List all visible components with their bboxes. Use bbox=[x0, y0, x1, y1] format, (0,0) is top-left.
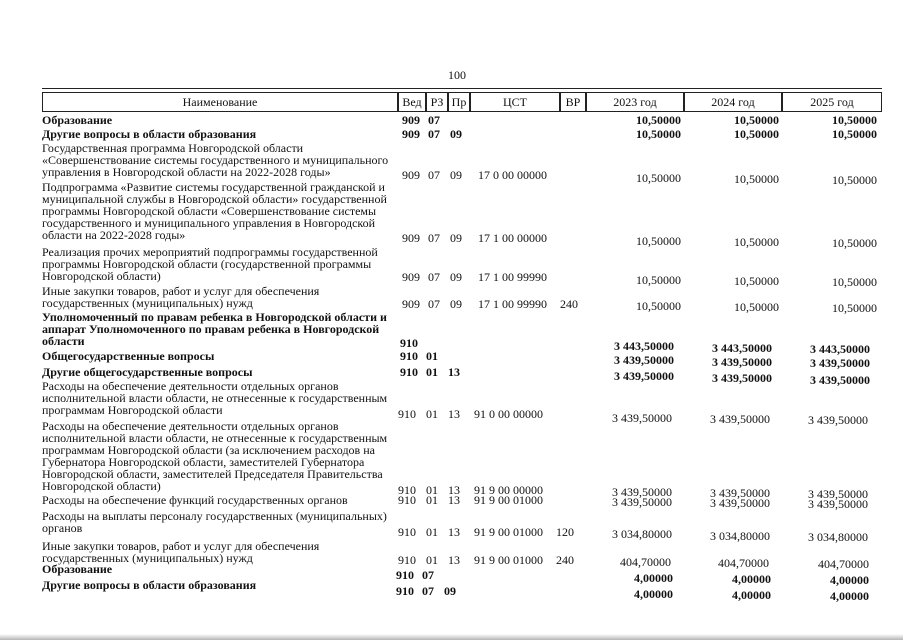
cell-rz: 07 bbox=[428, 113, 440, 127]
cell-rz: 01 bbox=[426, 407, 438, 421]
cell-ved: 909 bbox=[402, 127, 420, 141]
cell-ved: 909 bbox=[402, 168, 420, 182]
row-name: Образование bbox=[42, 113, 113, 127]
column-header-ved: Вед bbox=[398, 92, 426, 112]
cell-vr: 240 bbox=[560, 297, 578, 311]
cell-2023: 3 439,50000 bbox=[614, 369, 674, 383]
scan-edge-shadow bbox=[0, 634, 903, 640]
cell-2023: 10,50000 bbox=[636, 234, 681, 248]
cell-ved: 910 bbox=[396, 568, 414, 582]
cell-vr: 240 bbox=[556, 553, 574, 567]
cell-rz: 01 bbox=[426, 553, 438, 567]
column-header-name: Наименование bbox=[42, 92, 398, 112]
cell-pr: 13 bbox=[448, 493, 460, 507]
cell-ved: 909 bbox=[402, 231, 420, 245]
cell-pr: 09 bbox=[450, 231, 462, 245]
cell-2023: 10,50000 bbox=[636, 127, 681, 141]
cell-pr: 09 bbox=[450, 127, 462, 141]
cell-ved: 910 bbox=[398, 525, 416, 539]
cell-ved: 909 bbox=[402, 270, 420, 284]
cell-2025: 10,50000 bbox=[832, 113, 877, 127]
row-name: Другие общегосударственные вопросы bbox=[42, 365, 253, 379]
cell-2023: 404,70000 bbox=[620, 555, 671, 569]
cell-2025: 4,00000 bbox=[830, 589, 869, 603]
cell-ved: 910 bbox=[400, 365, 418, 379]
cell-2024: 3 439,50000 bbox=[712, 371, 772, 385]
row-name: Расходы на обеспечение деятельности отдельных органов исполнительной власти области, не отнесенные к государственным программам Новгородской области (за исключением расходов на Губернатора Новгородской области, заместителей Губернатора Новгородской области, заместителей Председателя Правительства Новгородской области) bbox=[42, 419, 388, 493]
row-name: Иные закупки товаров, работ и услуг для обеспечения государственных (муниципальных) нужд bbox=[42, 284, 320, 310]
cell-2023: 10,50000 bbox=[636, 113, 681, 127]
cell-pr: 09 bbox=[450, 270, 462, 284]
cell-rz: 01 bbox=[426, 365, 438, 379]
cell-2023: 3 443,50000 bbox=[614, 339, 674, 353]
cell-2024: 3 439,50000 bbox=[710, 486, 770, 500]
cell-2023: 3 439,50000 bbox=[612, 411, 672, 425]
cell-2025: 404,70000 bbox=[818, 557, 869, 571]
cell-pr: 09 bbox=[450, 297, 462, 311]
cell-cst: 17 1 00 99990 bbox=[478, 297, 547, 311]
cell-ved: 910 bbox=[400, 336, 418, 350]
row-name: Подпрограмма «Развитие системы государственной гражданской и муниципальной службы в Новгородской области» государственной программы Новгородской области «Совершенствование системы государственного и муниципального управления в Новгородской области на 2022-2028 годы» bbox=[42, 180, 387, 242]
cell-pr: 13 bbox=[448, 365, 460, 379]
cell-2023: 3 439,50000 bbox=[612, 485, 672, 499]
cell-rz: 07 bbox=[422, 568, 434, 582]
column-header-2024: 2024 год bbox=[684, 92, 782, 112]
cell-2025: 3 034,80000 bbox=[808, 530, 868, 544]
cell-2023: 10,50000 bbox=[636, 299, 681, 313]
cell-2025: 10,50000 bbox=[832, 173, 877, 187]
cell-2024: 10,50000 bbox=[734, 113, 779, 127]
cell-pr: 13 bbox=[448, 407, 460, 421]
cell-2023: 10,50000 bbox=[636, 171, 681, 185]
column-header-vr: ВР bbox=[560, 92, 586, 112]
cell-2025: 10,50000 bbox=[832, 275, 877, 289]
row-name: Другие вопросы в области образования bbox=[42, 578, 257, 592]
cell-rz: 01 bbox=[426, 525, 438, 539]
cell-ved: 910 bbox=[398, 553, 416, 567]
cell-cst: 91 9 00 01000 bbox=[474, 525, 543, 539]
cell-2024: 10,50000 bbox=[734, 300, 779, 314]
cell-rz: 01 bbox=[426, 493, 438, 507]
cell-rz: 07 bbox=[428, 168, 440, 182]
cell-cst: 91 9 00 01000 bbox=[474, 553, 543, 567]
cell-2023: 3 439,50000 bbox=[612, 495, 672, 509]
cell-pr: 09 bbox=[444, 584, 456, 598]
cell-ved: 910 bbox=[400, 349, 418, 363]
cell-2023: 4,00000 bbox=[634, 571, 673, 585]
cell-2024: 4,00000 bbox=[732, 572, 771, 586]
cell-rz: 07 bbox=[428, 270, 440, 284]
cell-cst: 91 9 00 00000 bbox=[474, 483, 543, 497]
cell-2025: 3 439,50000 bbox=[808, 487, 868, 501]
row-name: Образование bbox=[42, 562, 113, 576]
cell-rz: 07 bbox=[428, 231, 440, 245]
cell-rz: 07 bbox=[428, 127, 440, 141]
cell-2024: 404,70000 bbox=[718, 556, 769, 570]
cell-rz: 01 bbox=[426, 349, 438, 363]
cell-2025: 3 443,50000 bbox=[810, 342, 870, 356]
column-header-rz: РЗ bbox=[426, 92, 448, 112]
cell-pr: 13 bbox=[448, 483, 460, 497]
cell-cst: 17 0 00 00000 bbox=[478, 168, 547, 182]
cell-rz: 07 bbox=[428, 297, 440, 311]
row-name: Расходы на обеспечение деятельности отдельных органов исполнительной власти области, не отнесенные к государственным программам Новгородской области bbox=[42, 379, 388, 417]
row-name: Реализация прочих мероприятий подпрограммы государственной программы Новгородской области (государственной программы Новгородской области) bbox=[42, 245, 378, 283]
row-name: Расходы на обеспечение функций государственных органов bbox=[42, 493, 348, 507]
row-name: Государственная программа Новгородской области «Совершенствование системы государственного и муниципального управления в Новгородской области на 2022-2028 годы» bbox=[42, 141, 389, 179]
cell-2025: 3 439,50000 bbox=[810, 373, 870, 387]
cell-2025: 3 439,50000 bbox=[808, 497, 868, 511]
cell-2024: 3 439,50000 bbox=[712, 355, 772, 369]
cell-rz: 07 bbox=[422, 584, 434, 598]
cell-2024: 3 439,50000 bbox=[710, 412, 770, 426]
row-name: Расходы на выплаты персоналу государственных (муниципальных) органов bbox=[42, 509, 387, 535]
column-header-cst: ЦСТ bbox=[470, 92, 560, 112]
row-name: Другие вопросы в области образования bbox=[42, 127, 257, 141]
cell-2024: 10,50000 bbox=[734, 172, 779, 186]
cell-2025: 3 439,50000 bbox=[808, 413, 868, 427]
cell-cst: 91 9 00 01000 bbox=[474, 493, 543, 507]
cell-2024: 10,50000 bbox=[734, 127, 779, 141]
cell-2024: 10,50000 bbox=[734, 235, 779, 249]
column-header-2025: 2025 год bbox=[782, 92, 882, 112]
cell-2023: 3 439,50000 bbox=[614, 353, 674, 367]
cell-2024: 3 443,50000 bbox=[712, 341, 772, 355]
column-header-2023: 2023 год bbox=[586, 92, 684, 112]
row-name: Уполномоченный по правам ребенка в Новгородской области и аппарат Уполномоченного по правам ребенка в Новгородской области bbox=[42, 310, 387, 348]
table-header bbox=[42, 92, 882, 114]
cell-ved: 910 bbox=[398, 407, 416, 421]
cell-2023: 4,00000 bbox=[634, 587, 673, 601]
cell-2023: 3 034,80000 bbox=[612, 527, 672, 541]
cell-ved: 910 bbox=[398, 483, 416, 497]
cell-2025: 4,00000 bbox=[830, 573, 869, 587]
page-number: 100 bbox=[448, 68, 466, 82]
cell-2024: 3 439,50000 bbox=[710, 496, 770, 510]
cell-2023: 10,50000 bbox=[636, 273, 681, 287]
cell-2025: 10,50000 bbox=[832, 236, 877, 250]
cell-pr: 13 bbox=[448, 553, 460, 567]
cell-pr: 13 bbox=[448, 525, 460, 539]
cell-ved: 909 bbox=[402, 297, 420, 311]
cell-2025: 3 439,50000 bbox=[810, 356, 870, 370]
cell-rz: 01 bbox=[426, 483, 438, 497]
cell-2025: 10,50000 bbox=[832, 127, 877, 141]
cell-2024: 4,00000 bbox=[732, 588, 771, 602]
cell-cst: 17 1 00 99990 bbox=[478, 270, 547, 284]
cell-2024: 10,50000 bbox=[734, 274, 779, 288]
column-header-pr: Пр bbox=[448, 92, 470, 112]
cell-2025: 10,50000 bbox=[832, 301, 877, 315]
cell-cst: 91 0 00 00000 bbox=[474, 407, 543, 421]
cell-ved: 910 bbox=[396, 584, 414, 598]
cell-ved: 909 bbox=[402, 113, 420, 127]
cell-ved: 910 bbox=[398, 493, 416, 507]
cell-pr: 09 bbox=[450, 168, 462, 182]
header-top-rule bbox=[42, 88, 882, 89]
cell-2024: 3 034,80000 bbox=[710, 529, 770, 543]
cell-vr: 120 bbox=[556, 525, 574, 539]
cell-cst: 17 1 00 00000 bbox=[478, 231, 547, 245]
row-name: Общегосударственные вопросы bbox=[42, 349, 215, 363]
row-name: Иные закупки товаров, работ и услуг для обеспечения государственных (муниципальных) нужд bbox=[42, 539, 320, 565]
